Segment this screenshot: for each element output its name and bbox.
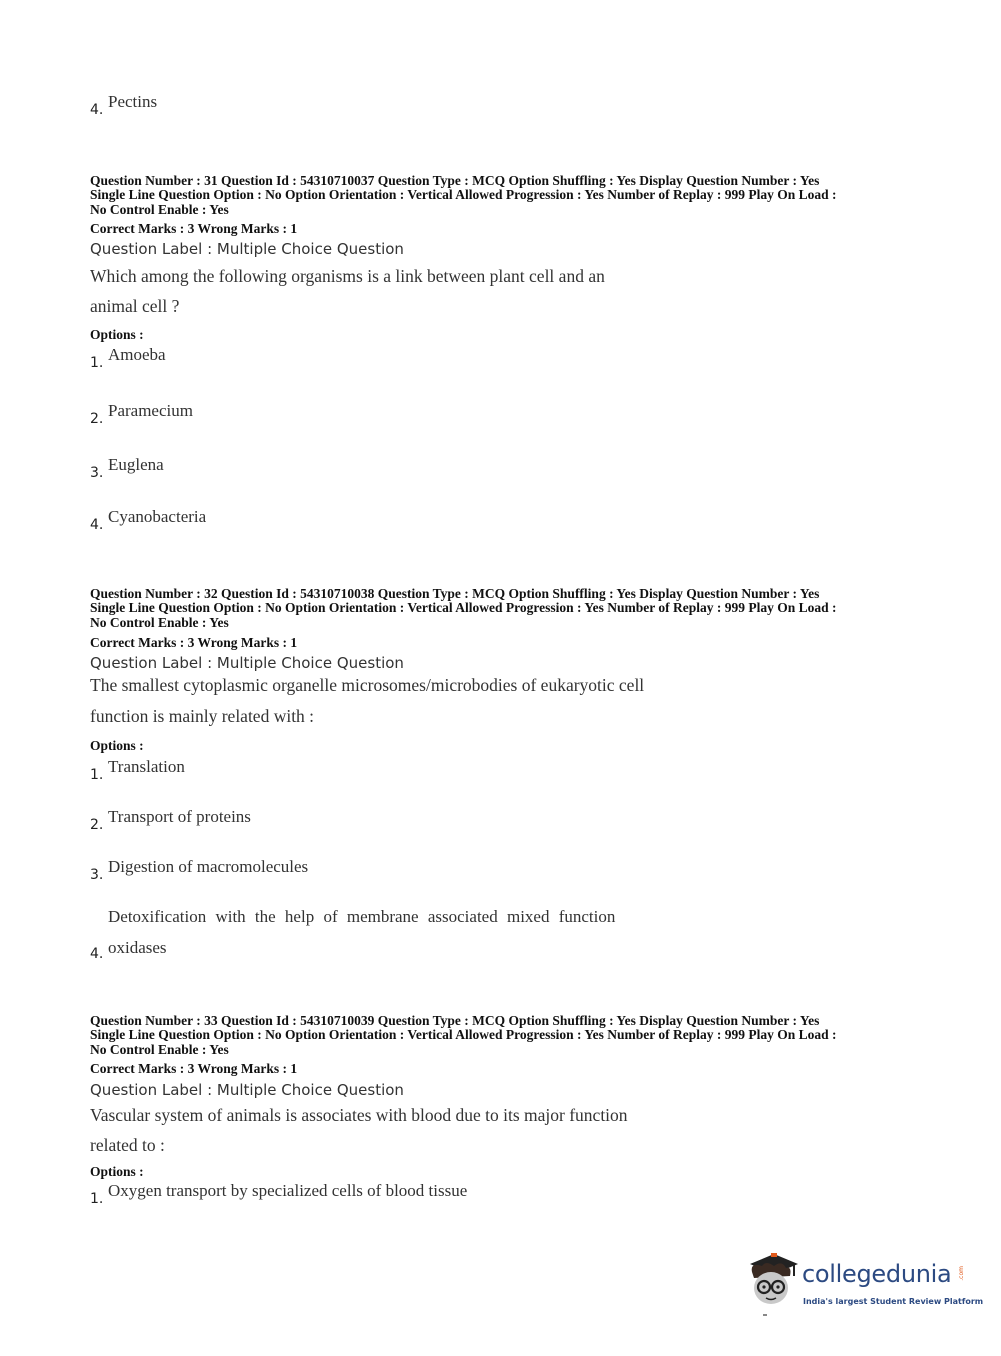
option-text: Digestion of macromolecules: [108, 857, 309, 876]
options-heading-32: Options :: [90, 738, 144, 753]
option-number: 4.: [90, 517, 104, 533]
option-text: Cyanobacteria: [108, 507, 207, 526]
page-mark: [763, 1314, 767, 1316]
question-text-32-line1: The smallest cytoplasmic organelle microsomes/microbodies of eukaryotic cell: [90, 675, 645, 695]
question-label-31: Question Label : Multiple Choice Question: [90, 240, 404, 258]
option-text: Transport of proteins: [108, 807, 251, 826]
question-meta-32: [90, 587, 920, 630]
option-text-line1: Detoxification with the help of membrane associated mixed function: [108, 907, 616, 926]
question-meta-33: [90, 1014, 920, 1057]
meta-line: Question Number : 33 Question Id : 54310710039 Question Type : MCQ Option Shuffling : Yes Display Question Number : Yes: [90, 1013, 820, 1028]
options-heading-31: Options :: [90, 327, 144, 342]
question-text-33-line2: related to :: [90, 1135, 165, 1155]
option-number: 3.: [90, 867, 104, 883]
option-text: Oxygen transport by specialized cells of blood tissue: [108, 1181, 468, 1200]
option-32-4[interactable]: [90, 907, 730, 967]
option-text: Pectins: [108, 92, 158, 111]
question-text-31-line2: animal cell ?: [90, 296, 180, 316]
meta-line: No Control Enable : Yes: [90, 614, 229, 630]
meta-line: Single Line Question Option : No Option Orientation : Vertical Allowed Progression : Yes Number of Replay : 999 Play On Load :: [90, 187, 837, 203]
option-number: 1.: [90, 1191, 104, 1207]
meta-line: No Control Enable : Yes: [90, 201, 229, 217]
option-text: Paramecium: [108, 401, 193, 420]
option-number: 2.: [90, 817, 104, 833]
question-text-32-line2: function is mainly related with :: [90, 706, 315, 726]
option-number: 1.: [90, 767, 104, 783]
option-text: Amoeba: [108, 345, 166, 364]
logo-com: .com: [958, 1266, 965, 1281]
option-text-line2: oxidases: [108, 938, 167, 957]
marks-32: Correct Marks : 3 Wrong Marks : 1: [90, 635, 298, 650]
question-text-33-line1: Vascular system of animals is associates with blood due to its major function: [90, 1105, 628, 1125]
option-text: Euglena: [108, 455, 164, 474]
marks-31: Correct Marks : 3 Wrong Marks : 1: [90, 221, 298, 236]
option-number: 4.: [90, 102, 104, 118]
option-number: 3.: [90, 465, 104, 481]
question-meta-31: [90, 174, 920, 217]
mascot-icon: [744, 1250, 800, 1310]
option-text: Translation: [108, 757, 185, 776]
question-label-32: Question Label : Multiple Choice Question: [90, 654, 404, 672]
meta-line: Question Number : 32 Question Id : 54310710038 Question Type : MCQ Option Shuffling : Yes Display Question Number : Yes: [90, 586, 820, 601]
meta-line: Question Number : 31 Question Id : 54310710037 Question Type : MCQ Option Shuffling : Yes Display Question Number : Yes: [90, 173, 820, 188]
logo-wordmark: collegedunia: [802, 1260, 952, 1288]
options-heading-33: Options :: [90, 1164, 144, 1179]
collegedunia-logo[interactable]: [744, 1250, 984, 1318]
option-number: 2.: [90, 411, 104, 427]
option-number: 4.: [90, 946, 104, 962]
option-number: 1.: [90, 355, 104, 371]
question-text-31-line1: Which among the following organisms is a link between plant cell and an: [90, 266, 605, 286]
meta-line: Single Line Question Option : No Option Orientation : Vertical Allowed Progression : Yes Number of Replay : 999 Play On Load :: [90, 600, 837, 616]
meta-line: Single Line Question Option : No Option Orientation : Vertical Allowed Progression : Yes Number of Replay : 999 Play On Load :: [90, 1027, 837, 1043]
meta-line: No Control Enable : Yes: [90, 1041, 229, 1057]
logo-tagline: India's largest Student Review Platform: [803, 1297, 984, 1306]
question-label-33: Question Label : Multiple Choice Question: [90, 1081, 404, 1099]
marks-33: Correct Marks : 3 Wrong Marks : 1: [90, 1061, 298, 1076]
